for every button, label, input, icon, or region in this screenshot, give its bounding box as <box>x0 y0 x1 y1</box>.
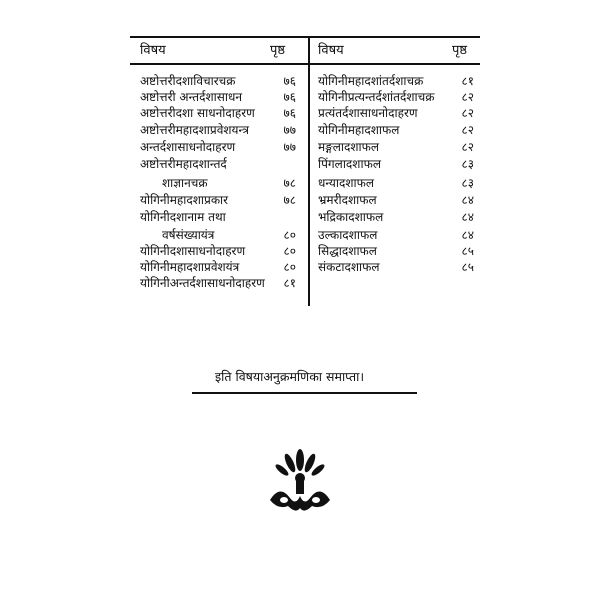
closing-text: इति विषयाअनुक्रमणिका समाप्ता। <box>215 369 365 384</box>
right-entry-title: प्रत्यंतर्दशासाधनोदाहरण <box>318 106 418 120</box>
right-entry-page: ८३ <box>461 176 474 190</box>
left-entry-page: ७८ <box>283 176 296 190</box>
left-entry-title: वर्षसंख्यायंत्र <box>162 228 215 242</box>
left-entry-page: ८० <box>283 244 296 258</box>
table-top-rule <box>130 36 480 38</box>
left-entry-page: ७७ <box>283 123 296 137</box>
table-column-divider <box>308 36 310 306</box>
right-entry-title: मङ्गलादशाफल <box>318 140 380 154</box>
right-entry-page: ८२ <box>461 106 474 120</box>
table-header-rule <box>130 63 480 65</box>
left-entry-title: अष्टोत्तरीदशाविचारचक्र <box>140 74 236 88</box>
right-entry-title: योगिनीमहादशाफल <box>318 123 400 137</box>
left-entry-title: अन्तर्दशासाधनोदाहरण <box>140 140 236 154</box>
left-entry-title: योगिनीअन्तर्दशासाधनोदाहरण <box>140 276 265 290</box>
right-entry-page: ८४ <box>461 228 474 242</box>
left-subject-header: विषय <box>140 43 166 58</box>
left-entry-title: शाज्ञानचक्र <box>162 176 208 190</box>
left-entry-title: अष्टोत्तरीमहादशाप्रवेशयन्त्र <box>140 123 250 137</box>
right-entry-title: भ्रमरीदशाफल <box>318 193 377 207</box>
right-entry-title: संकटादशाफल <box>318 260 380 274</box>
left-entry-title: अष्टोत्तरीदशा साधनोदाहरण <box>140 106 255 120</box>
left-entry-page: ७७ <box>283 140 296 154</box>
left-entry-page: ८० <box>283 228 296 242</box>
left-entry-page: ७६ <box>283 106 296 120</box>
right-entry-page: ८५ <box>461 260 474 274</box>
right-entry-page: ८२ <box>461 90 474 104</box>
right-entry-page: ८२ <box>461 123 474 137</box>
left-entry-title: योगिनीदशासाधनोदाहरण <box>140 244 246 258</box>
right-entry-title: सिद्धादशाफल <box>318 244 377 258</box>
right-entry-title: भद्रिकादशाफल <box>318 210 384 224</box>
left-entry-page: ८१ <box>283 276 296 290</box>
right-entry-title: पिंगलादशाफल <box>318 157 381 171</box>
right-entry-title: योगिनीप्रत्यन्तर्दशांतर्दशाचक्र <box>318 90 435 104</box>
left-entry-page: ७६ <box>283 90 296 104</box>
right-subject-header: विषय <box>318 43 344 58</box>
right-entry-title: धन्यादशाफल <box>318 176 375 190</box>
right-entry-page: ८५ <box>461 244 474 258</box>
footer-rule <box>192 392 417 394</box>
right-page-header: पृष्ठ <box>452 43 468 58</box>
left-entry-page: ७६ <box>283 74 296 88</box>
right-entry-page: ८३ <box>461 157 474 171</box>
right-entry-page: ८२ <box>461 140 474 154</box>
left-entry-title: योगिनीमहादशाप्रवेशयंत्र <box>140 260 240 274</box>
left-entry-title: योगिनीदशानाम तथा <box>140 210 226 224</box>
floral-ornament-icon <box>260 448 340 518</box>
left-entry-title: अष्टोत्तरीमहादशान्तर्द <box>140 157 227 171</box>
left-entry-page: ८० <box>283 260 296 274</box>
left-page-header: पृष्ठ <box>270 43 286 58</box>
left-entry-title: योगिनीमहादशाप्रकार <box>140 193 229 207</box>
right-entry-page: ८१ <box>461 74 474 88</box>
right-entry-title: उल्कादशाफल <box>318 228 378 242</box>
right-entry-page: ८४ <box>461 193 474 207</box>
left-entry-title: अष्टोत्तरी अन्तर्दशासाधन <box>140 90 243 104</box>
left-entry-page: ७८ <box>283 193 296 207</box>
right-entry-title: योगिनीमहादशांतर्दशाचक्र <box>318 74 424 88</box>
right-entry-page: ८४ <box>461 210 474 224</box>
